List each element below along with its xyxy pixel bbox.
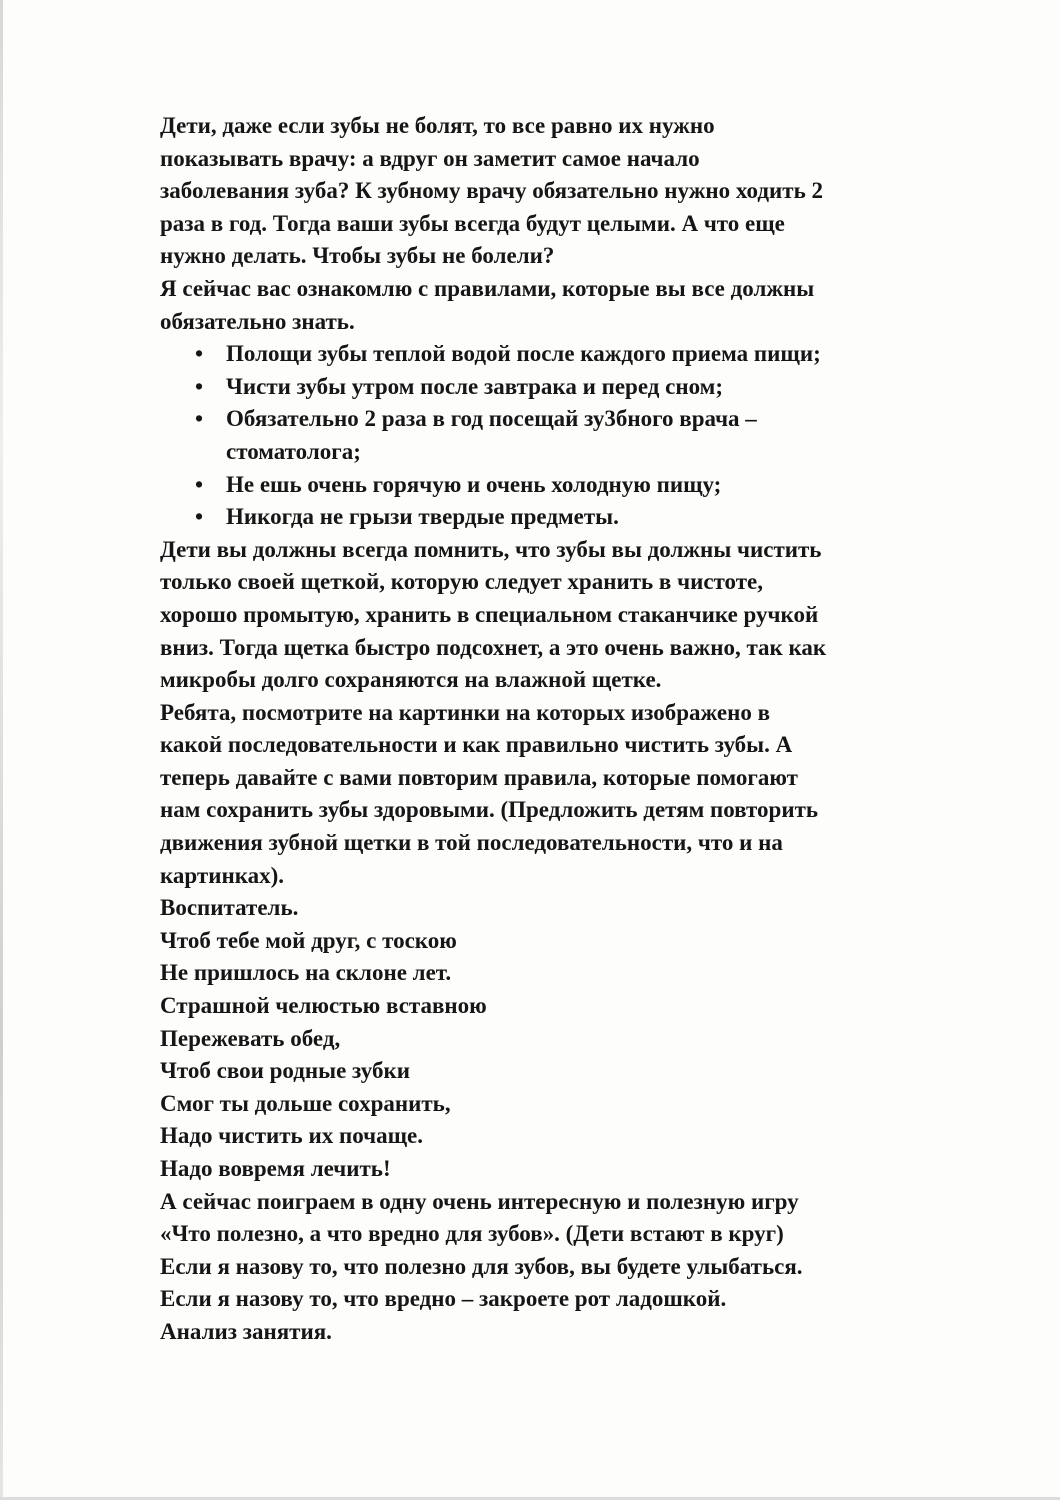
text-line: только своей щеткой, которую следует хранить в чистоте, (160, 569, 763, 595)
text-line: Дети вы должны всегда помнить, что зубы вы должны чистить (160, 536, 822, 562)
list-item (160, 403, 1020, 468)
bullet-icon: • (195, 406, 204, 432)
document-text (160, 110, 1020, 1349)
bullet-icon: • (195, 504, 204, 530)
bullet-icon: • (195, 341, 204, 367)
text-line: Страшной челюстью вставною (160, 993, 487, 1019)
rules-list (160, 338, 1020, 534)
text-line: Надо вовремя лечить! (160, 1156, 391, 1181)
text-line: Чисти зубы утром после завтрака и перед сном; (226, 373, 723, 399)
text-line: картинках). (160, 862, 285, 888)
scan-edge-left (0, 0, 3, 1500)
text-line: теперь давайте с вами повторим правила, которые помогают (160, 764, 798, 790)
text-line: А сейчас поиграем в одну очень интересную и полезную игру (160, 1188, 799, 1214)
text-line: Дети, даже если зубы не болят, то все равно их нужно (160, 113, 715, 138)
text-line: вниз. Тогда щетка быстро подсохнет, а это очень важно, так как (160, 634, 827, 660)
rules-intro (160, 273, 1020, 338)
text-line: Обязательно 2 раза в год посещай зу3бного врача – (226, 406, 757, 432)
text-line: Если я назову то, что полезно для зубов, вы будете улыбаться. (160, 1253, 803, 1279)
list-item (160, 501, 1020, 534)
list-item (160, 469, 1020, 502)
poem-and-game (160, 892, 1020, 1348)
text-line: нам сохранить зубы здоровыми. (Предложить детям повторить (160, 797, 819, 823)
text-line: движения зубной щетки в той последовательности, что и на (160, 830, 783, 856)
text-line: Смог ты дольше сохранить, (160, 1090, 451, 1116)
text-line: Воспитатель. (160, 895, 299, 921)
text-line: «Что полезно, а что вредно для зубов». (Дети встают в круг) (160, 1221, 784, 1247)
text-line: Не ешь очень горячую и очень холодную пищу; (226, 471, 722, 497)
text-line: Чтоб тебе мой друг, с тоскою (160, 927, 457, 953)
text-line: Если я назову то, что вредно – закроете рот ладошкой. (160, 1286, 727, 1312)
text-line: Полощи зубы теплой водой после каждого приема пищи; (226, 341, 821, 367)
text-line: хорошо промытую, хранить в специальном стаканчике ручкой (160, 601, 819, 627)
intro-paragraph (160, 110, 1020, 273)
bullet-icon: • (195, 471, 204, 497)
text-line: микробы долго сохраняются на влажной щетке. (160, 667, 662, 693)
text-line: заболевания зуба? К зубному врачу обязательно нужно ходить 2 (160, 178, 823, 204)
text-line: Ребята, посмотрите на картинки на которых изображено в (160, 699, 771, 725)
text-line: Пережевать обед, (160, 1025, 341, 1051)
text-line: Анализ занятия. (160, 1318, 332, 1344)
text-line: Надо чистить их почаще. (160, 1123, 423, 1149)
text-line: нужно делать. Чтобы зубы не болели? (160, 243, 555, 269)
text-line: показывать врачу: а вдруг он заметит самое начало (160, 145, 700, 171)
list-item (160, 338, 1020, 371)
text-line: стоматолога; (226, 438, 361, 464)
list-item (160, 371, 1020, 404)
pictures-paragraph (160, 697, 1020, 893)
text-line: Я сейчас вас ознакомлю с правилами, которые вы все должны (160, 275, 815, 301)
text-line: Чтоб свои родные зубки (160, 1058, 410, 1084)
text-line: обязательно знать. (160, 308, 355, 334)
text-line: Не пришлось на склоне лет. (160, 960, 452, 986)
bullet-icon: • (195, 373, 204, 399)
text-line: какой последовательности и как правильно чистить зубы. А (160, 732, 793, 758)
text-line: Никогда не грызи твердые предметы. (226, 504, 619, 530)
text-line: раза в год. Тогда ваши зубы всегда будут целыми. А что еще (160, 210, 785, 236)
brush-paragraph (160, 534, 1020, 697)
